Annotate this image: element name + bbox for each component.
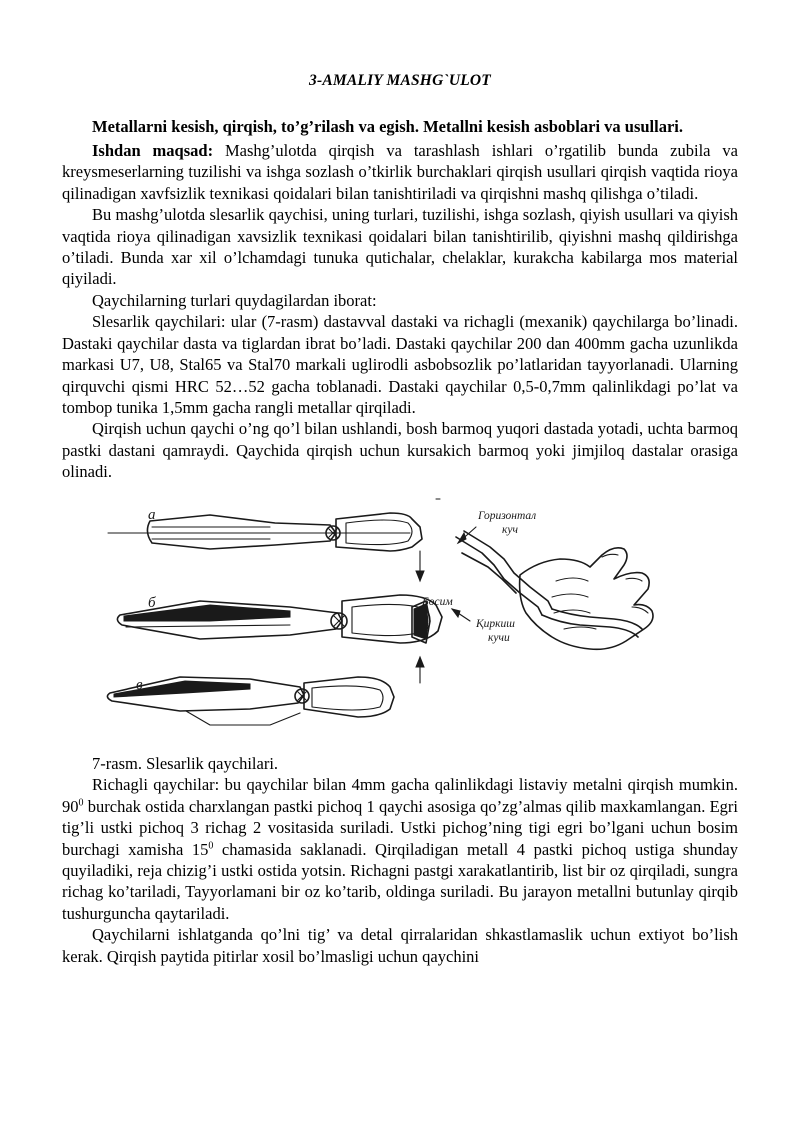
figure-shears-illustration	[62, 497, 738, 747]
paragraph-4: Slesarlik qaychilari: ular (7-rasm) dastavval dastaki va richagli (mexanik) qaychilarga bo’linadi. Dastaki qaychilar dasta va tiglardan ibrat bo’ladi. Dastaki qaychilar 200 dan 400mm gacha uzunlikda markasi U7, U8, Stal65 va Stal70 markali uglirodli asbobsozlik po’latlaridan tayyorlanadi. Ularning qirquvchi qismi HRC 52…52 gacha toblanadi. Dastaki qaychilar 0,5-0,7mm qalinlikdagi po’lat va tombop tunika 1,5mm gacha rangli metallar qirqiladi.	[62, 312, 738, 418]
figure-caption: 7-rasm. Slesarlik qaychilari.	[92, 753, 279, 773]
figure-label-a: а	[148, 506, 156, 523]
paragraph-aim-lead: Ishdan maqsad:	[92, 140, 214, 160]
paragraph-3: Qaychilarning turlari quydagilardan iborat:	[92, 290, 377, 310]
figure-label-horizontal-force: Горизонтал	[478, 509, 537, 522]
paragraph-6: Richagli qaychilar: bu qaychilar bilan 4mm gacha qalinlikdagi listaviy metalni qirqish mumkin. $90^0$ burchak ostida charxlangan pastki pichoq 1 qaychi asosiga qo’zg’almas qilib maxkamlangan. Egri tig’li ustki pichoq 3 richag 2 vositasida suriladi. Ustki pichog’ning tigi egri bo’lgani uchun bosim burchagi xamisha $15^0$ chamasida saklanadi. Qirqiladigan metall 4 pastki pichoq ustiga shunday quyiladiki, reja chizig’i ustki ostida yotsin. Richagni pastgi xarakatlantirib, list bir oz qirqiladi, sungra richag ko’tariladi, Tayyorlamani bir oz ko’tarib, oldinga suriladi. Bu jarayon metallni butunlay qirqib tushurguncha qaytariladi.	[62, 775, 738, 923]
figure-label-b: б	[148, 594, 156, 611]
figure-label-cut-force-2: кучи	[488, 631, 510, 644]
paragraph-7: Qaychilarni ishlatganda qo’lni tig’ va detal qirralaridan shkastlamaslik uchun extiyot bo’lish kerak. Qirqish paytida pitirlar xosil bo’lmasligi uchun qaychini	[62, 925, 738, 966]
figure-label-cut-force: Қиркиш	[476, 617, 515, 630]
paragraph-5: Qirqish uchun qaychi o’ng qo’l bilan ushlandi, bosh barmoq yuqori dastada yotadi, uchta barmoq pastki dastani qamraydi. Qaychida qirqish uchun kursakich barmoq yoki jimjiloq dastalar orasiga olinadi.	[62, 419, 738, 482]
page-title: 3-AMALIY MASHG`ULOT	[309, 72, 491, 89]
section-heading: Metallarni kesish, qirqish, to’g’rilash va egish. Metallni kesish asboblari va usullari.	[92, 117, 684, 136]
figure-label-horizontal-force-2: куч	[502, 523, 518, 536]
figure-label-v: в	[136, 676, 143, 693]
paragraph-2: Bu mashg’ulotda slesarlik qaychisi, uning turlari, tuzilishi, ishga sozlash, qiyish usullari va qiyish vaqtida rioya qilinadigan xavsizlik texnikasi qoidalari bilan tanishtirilib, qiyishni mashq qildirishga o’tiladi. Bunda xar xil o’lchamdagi tunuka qutichalar, chelaklar, kurakcha kabilarga mos material qiyiladi.	[62, 205, 738, 289]
figure-svg	[90, 497, 710, 747]
paragraph-aim-text: Mashg’ulotda qirqish va tarashlash ishlari o’rgatilib bunda zubila va kreysmeserlarning tuzilishi va ishga sozlash o’tkirlik burchaklari qirqish usullari qirqish vaqtida rioya qilinadigan xavfsizlik texnikasi qoidalari bilan tanishtiriladi va qirqishni mashq qilishga o’tiladi.	[62, 140, 738, 203]
paragraph-aim	[62, 140, 738, 204]
figure-label-pressure: Босим	[422, 595, 453, 608]
